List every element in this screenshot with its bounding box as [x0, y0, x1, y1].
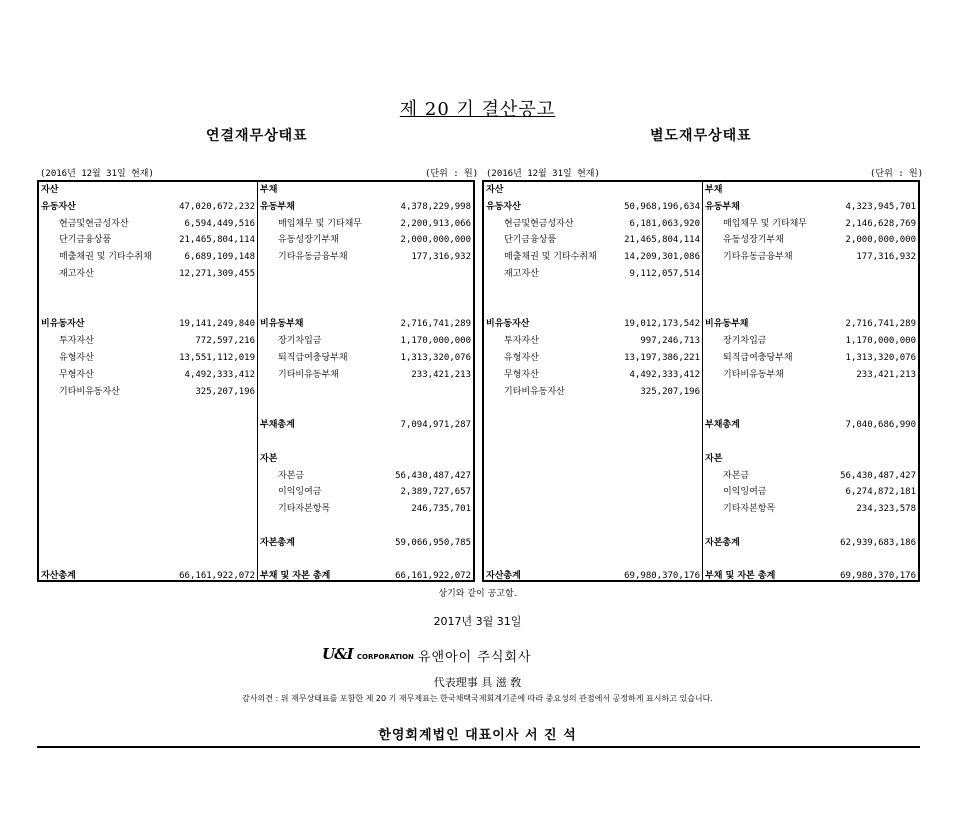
- row-label: 퇴직급여충당부채: [278, 353, 348, 363]
- row-value: 69,980,370,176: [624, 571, 700, 582]
- table-row: [703, 182, 918, 198]
- table-row: [703, 468, 918, 484]
- table-row: [703, 417, 918, 433]
- table-row: [484, 333, 702, 349]
- row-value: 233,421,213: [856, 369, 916, 380]
- separate-unit: (단위 : 원): [870, 169, 924, 179]
- row-label: 자본금: [278, 470, 305, 481]
- table-row: [484, 350, 702, 366]
- row-value: 6,594,449,516: [184, 218, 255, 229]
- row-label: 기타비유동부채: [278, 369, 339, 380]
- row-label: 단기금융상품: [504, 235, 557, 246]
- table-row: [258, 199, 473, 215]
- row-value: 233,421,213: [411, 369, 471, 380]
- table-row: [484, 367, 702, 383]
- row-value: 325,207,196: [640, 386, 700, 397]
- consolidated-heading: 연결재무상태표: [206, 128, 308, 144]
- table-row: [39, 199, 257, 215]
- row-value: 21,465,804,114: [624, 235, 700, 246]
- row-label: 단기금융상품: [59, 235, 112, 246]
- table-row: [39, 182, 257, 198]
- row-label: 현금및현금성자산: [59, 218, 129, 229]
- table-row: [703, 199, 918, 215]
- page-title: 제 20 기 결산공고: [399, 99, 556, 120]
- table-row: [703, 501, 918, 517]
- row-label: 자산총계: [41, 571, 76, 582]
- consolidated-date-note: (2016년 12월 31일 현재): [40, 169, 154, 179]
- row-label: 재고자산: [504, 269, 539, 279]
- row-label: 장기차입금: [723, 336, 767, 347]
- table-row: [39, 333, 257, 349]
- row-label: 기타자본항목: [723, 504, 776, 515]
- table-row: [258, 316, 473, 332]
- row-label: 매입채무 및 기타채무: [723, 218, 807, 229]
- row-value: 246,735,701: [411, 504, 471, 515]
- row-value: 2,000,000,000: [845, 235, 916, 246]
- table-row: [703, 535, 918, 551]
- table-row: [703, 568, 918, 584]
- row-value: 177,316,932: [411, 252, 471, 263]
- table-row: [258, 367, 473, 383]
- row-value: 56,430,487,427: [395, 470, 471, 481]
- row-label: 유형자산: [59, 353, 94, 363]
- row-value: 2,389,727,657: [400, 487, 471, 498]
- table-row: [484, 384, 702, 400]
- row-label: 유동자산: [41, 201, 76, 212]
- table-row: [39, 232, 257, 248]
- row-value: 1,170,000,000: [845, 336, 916, 347]
- row-value: 7,094,971,287: [400, 420, 471, 431]
- row-value: 1,313,320,076: [400, 353, 471, 363]
- table-row: [703, 333, 918, 349]
- row-value: 19,141,249,840: [179, 319, 255, 330]
- row-value: 6,181,063,920: [629, 218, 700, 229]
- table-row: [484, 232, 702, 248]
- table-row: [39, 249, 257, 265]
- row-label: 기타자본항목: [278, 504, 331, 515]
- row-label: 부채총계: [260, 420, 295, 431]
- separate-heading: 별도재무상태표: [650, 128, 752, 144]
- table-row: [258, 484, 473, 500]
- row-label: 자산: [41, 185, 59, 195]
- row-value: 234,323,578: [856, 504, 916, 515]
- table-row: [484, 199, 702, 215]
- row-value: 4,492,333,412: [184, 369, 255, 380]
- row-value: 13,197,386,221: [624, 353, 700, 363]
- row-value: 21,465,804,114: [179, 235, 255, 246]
- table-row: [258, 501, 473, 517]
- row-label: 부채: [705, 185, 723, 195]
- row-label: 부채 및 자본 총계: [705, 571, 776, 582]
- row-value: 2,000,000,000: [400, 235, 471, 246]
- table-row: [39, 266, 257, 282]
- row-label: 자본: [705, 453, 723, 464]
- table-row: [703, 316, 918, 332]
- row-value: 62,939,683,186: [840, 537, 916, 548]
- separate-date-note: (2016년 12월 31일 현재): [486, 169, 600, 179]
- table-row: [39, 350, 257, 366]
- announcement-date: 2017년 3월 31일: [433, 615, 522, 628]
- ceo-name: 代表理事 具 滋 敎: [433, 676, 522, 689]
- row-label: 매출채권 및 기타수취채: [59, 252, 152, 263]
- table-row: [703, 216, 918, 232]
- row-label: 기타비유동부채: [723, 369, 784, 380]
- row-value: 4,492,333,412: [629, 369, 700, 380]
- row-label: 비유동자산: [41, 319, 85, 330]
- row-value: 14,209,301,086: [624, 252, 700, 263]
- row-label: 부채총계: [705, 420, 740, 431]
- consolidated-assets-column: [39, 182, 257, 580]
- row-label: 부채 및 자본 총계: [260, 571, 331, 582]
- table-row: [703, 451, 918, 467]
- row-label: 비유동부채: [705, 319, 749, 330]
- auditor-name: 한영회계법인 대표이사 서 진 석: [378, 728, 577, 743]
- company-name: 유앤아이 주식회사: [418, 650, 532, 665]
- table-row: [484, 316, 702, 332]
- row-label: 유동부채: [260, 201, 295, 212]
- row-label: 비유동부채: [260, 319, 304, 330]
- table-row: [39, 568, 257, 584]
- table-row: [484, 568, 702, 584]
- row-label: 장기차입금: [278, 336, 322, 347]
- row-value: 69,980,370,176: [840, 571, 916, 582]
- row-label: 자본총계: [260, 537, 295, 548]
- table-row: [258, 182, 473, 198]
- row-label: 투자자산: [59, 336, 94, 347]
- table-row: [703, 249, 918, 265]
- row-label: 매출채권 및 기타수취채: [504, 252, 597, 263]
- statement-note: 상기와 같이 공고함.: [438, 589, 517, 599]
- table-row: [484, 266, 702, 282]
- logo-subtext: CORPORATION: [356, 653, 414, 661]
- row-value: 19,012,173,542: [624, 319, 700, 330]
- row-label: 유동자산: [486, 201, 521, 212]
- row-label: 자본총계: [705, 537, 740, 548]
- row-value: 1,170,000,000: [400, 336, 471, 347]
- table-row: [258, 216, 473, 232]
- row-value: 56,430,487,427: [840, 470, 916, 481]
- row-value: 7,040,686,990: [845, 420, 916, 431]
- row-label: 기타비유동자산: [504, 386, 565, 397]
- table-row: [703, 350, 918, 366]
- table-row: [258, 350, 473, 366]
- row-label: 유형자산: [504, 353, 539, 363]
- separate-assets-column: [484, 182, 702, 580]
- row-label: 매입채무 및 기타채무: [278, 218, 362, 229]
- row-value: 2,716,741,289: [400, 319, 471, 330]
- row-label: 자본: [260, 453, 278, 464]
- table-row: [703, 367, 918, 383]
- row-label: 자본금: [723, 470, 750, 481]
- bottom-rule: [37, 746, 920, 748]
- row-label: 퇴직급여충당부채: [723, 353, 793, 363]
- row-label: 이익잉여금: [278, 487, 322, 498]
- row-value: 47,020,672,232: [179, 201, 255, 212]
- row-value: 997,246,713: [640, 336, 700, 347]
- row-value: 177,316,932: [856, 252, 916, 263]
- logo-text: U&I: [322, 645, 353, 663]
- row-label: 무형자산: [504, 369, 539, 380]
- row-value: 2,716,741,289: [845, 319, 916, 330]
- table-row: [39, 384, 257, 400]
- row-label: 유동성장기부채: [723, 235, 784, 246]
- row-value: 2,146,628,769: [845, 218, 916, 229]
- row-value: 59,066,950,785: [395, 537, 471, 548]
- table-row: [258, 232, 473, 248]
- row-value: 6,689,109,148: [184, 252, 255, 263]
- consolidated-liabilities-column: [257, 182, 473, 580]
- table-row: [484, 249, 702, 265]
- row-value: 13,551,112,019: [179, 353, 255, 363]
- row-value: 6,274,872,181: [845, 487, 916, 498]
- row-label: 기타유동금융부채: [278, 252, 348, 263]
- row-value: 2,200,913,066: [400, 218, 471, 229]
- row-label: 자산총계: [486, 571, 521, 582]
- row-value: 66,161,922,072: [179, 571, 255, 582]
- row-value: 50,968,196,634: [624, 201, 700, 212]
- row-label: 재고자산: [59, 269, 94, 279]
- row-label: 기타유동금융부채: [723, 252, 793, 263]
- row-value: 1,313,320,076: [845, 353, 916, 363]
- table-row: [258, 417, 473, 433]
- row-value: 4,323,945,701: [845, 201, 916, 212]
- table-row: [484, 216, 702, 232]
- row-value: 66,161,922,072: [395, 571, 471, 582]
- row-label: 비유동자산: [486, 319, 530, 330]
- consolidated-balance-sheet: [37, 180, 475, 582]
- table-row: [258, 451, 473, 467]
- row-label: 투자자산: [504, 336, 539, 347]
- company-logo: [322, 645, 414, 663]
- row-label: 이익잉여금: [723, 487, 767, 498]
- row-label: 현금및현금성자산: [504, 218, 574, 229]
- consolidated-unit: (단위 : 원): [425, 169, 479, 179]
- row-value: 325,207,196: [195, 386, 255, 397]
- row-value: 4,378,229,998: [400, 201, 471, 212]
- table-row: [258, 535, 473, 551]
- table-row: [258, 249, 473, 265]
- table-row: [258, 468, 473, 484]
- table-row: [39, 316, 257, 332]
- row-label: 유동성장기부채: [278, 235, 339, 246]
- row-value: 12,271,309,455: [179, 269, 255, 279]
- row-value: 772,597,216: [195, 336, 255, 347]
- table-row: [258, 568, 473, 584]
- separate-balance-sheet: [482, 180, 920, 582]
- table-row: [703, 232, 918, 248]
- table-row: [484, 182, 702, 198]
- table-row: [258, 333, 473, 349]
- table-row: [703, 484, 918, 500]
- audit-opinion: 감사의견 : 위 재무상태표를 포함한 제 20 기 재무제표는 한국채택국제회계기준에 따라 중요성의 관점에서 공정하게 표시하고 있습니다.: [242, 694, 713, 703]
- separate-liabilities-column: [702, 182, 918, 580]
- row-label: 기타비유동자산: [59, 386, 120, 397]
- row-label: 유동부채: [705, 201, 740, 212]
- row-label: 부채: [260, 185, 278, 195]
- row-label: 자산: [486, 185, 504, 195]
- table-row: [39, 367, 257, 383]
- table-row: [39, 216, 257, 232]
- row-label: 무형자산: [59, 369, 94, 380]
- row-value: 9,112,057,514: [629, 269, 700, 279]
